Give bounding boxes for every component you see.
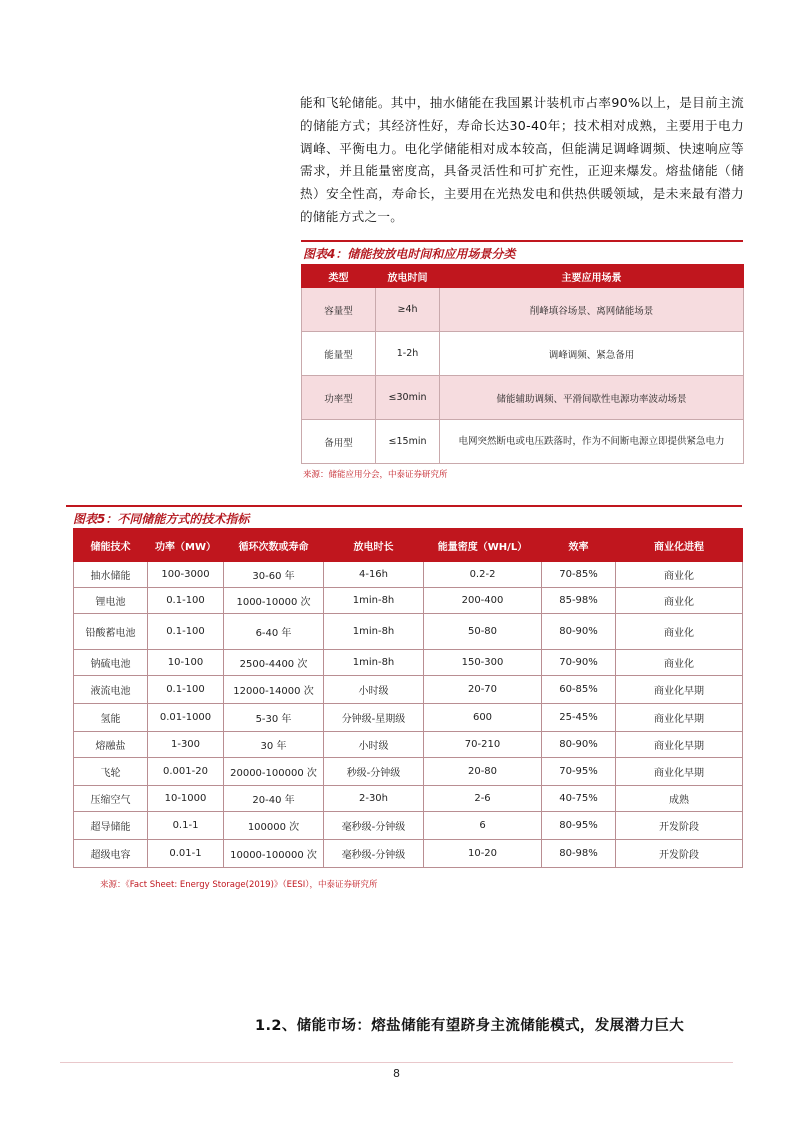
table-row [74, 588, 743, 614]
table-row [302, 376, 744, 420]
figure5-header-cell: 功率（MW） [148, 529, 224, 562]
table-cell: 1min-8h [324, 614, 424, 650]
table-cell: 备用型 [302, 420, 376, 464]
table-cell: 2-30h [324, 786, 424, 812]
table-cell: 100000 次 [224, 812, 324, 840]
table-cell: 30-60 年 [224, 562, 324, 588]
table-cell: 1min-8h [324, 588, 424, 614]
table-cell: 12000-14000 次 [224, 676, 324, 704]
table-cell: 超级电容 [74, 840, 148, 868]
table-cell: 0.001-20 [148, 758, 224, 786]
table-row [302, 332, 744, 376]
table-cell: 2-6 [424, 786, 542, 812]
table-cell: 分钟级-星期级 [324, 704, 424, 732]
table-cell: 商业化 [616, 650, 743, 676]
table-row [74, 758, 743, 786]
table-cell: 70-95% [542, 758, 616, 786]
table-cell: 压缩空气 [74, 786, 148, 812]
table-cell: 70-210 [424, 732, 542, 758]
table-cell: 锂电池 [74, 588, 148, 614]
figure5-header-cell: 商业化进程 [616, 529, 743, 562]
figure5-header-cell: 放电时长 [324, 529, 424, 562]
table-cell: ≤15min [376, 420, 440, 464]
table-cell: 毫秒级-分钟级 [324, 840, 424, 868]
table-cell: 0.1-100 [148, 676, 224, 704]
table-cell: 成熟 [616, 786, 743, 812]
table-cell: 小时级 [324, 732, 424, 758]
table-cell: 商业化早期 [616, 676, 743, 704]
table-cell: 80-95% [542, 812, 616, 840]
table-cell: 飞轮 [74, 758, 148, 786]
table-cell: 0.1-100 [148, 614, 224, 650]
page-number: 8 [393, 1067, 400, 1080]
table-row [74, 840, 743, 868]
table-cell: 小时级 [324, 676, 424, 704]
table-cell: 毫秒级-分钟级 [324, 812, 424, 840]
table-cell: 能量型 [302, 332, 376, 376]
table-cell: 商业化 [616, 588, 743, 614]
table-cell: 50-80 [424, 614, 542, 650]
table-cell: 70-85% [542, 562, 616, 588]
figure5-table [73, 528, 743, 868]
table-cell: 150-300 [424, 650, 542, 676]
table-cell: 60-85% [542, 676, 616, 704]
table-cell: 6 [424, 812, 542, 840]
table-cell: 开发阶段 [616, 840, 743, 868]
table-cell: 85-98% [542, 588, 616, 614]
table-cell: 商业化早期 [616, 732, 743, 758]
footer-divider [60, 1062, 733, 1063]
section-heading: 1.2、储能市场：熔盐储能有望跻身主流储能模式，发展潜力巨大 [255, 1018, 685, 1034]
figure4-header-cell: 主要应用场景 [440, 265, 744, 288]
table-cell: 秒级-分钟级 [324, 758, 424, 786]
table-cell: 储能辅助调频、平滑间歇性电源功率波动场景 [440, 376, 744, 420]
table-cell: 20000-100000 次 [224, 758, 324, 786]
figure5-top-rule [66, 505, 742, 507]
figure4-header-row [302, 265, 744, 288]
table-row [302, 288, 744, 332]
figure4-header-cell: 类型 [302, 265, 376, 288]
table-cell: 开发阶段 [616, 812, 743, 840]
table-cell: 氢能 [74, 704, 148, 732]
table-cell: 铅酸蓄电池 [74, 614, 148, 650]
table-cell: 抽水储能 [74, 562, 148, 588]
table-cell: 商业化 [616, 562, 743, 588]
table-cell: 商业化早期 [616, 704, 743, 732]
figure4-source: 来源：储能应用分会，中泰证券研究所 [303, 470, 448, 480]
table-cell: 70-90% [542, 650, 616, 676]
table-cell: 600 [424, 704, 542, 732]
figure5-table-body [74, 562, 743, 868]
table-cell: ≥4h [376, 288, 440, 332]
body-paragraph: 能和飞轮储能。其中，抽水储能在我国累计装机市占率90%以上，是目前主流的储能方式；其经济性好，寿命长达30-40年；技术相对成熟，主要用于电力调峰、平衡电力。电化学储能相对成本较高，但能满足调峰调频、快速响应等需求，并且能量密度高，具备灵活性和可扩充性，正迎来爆发。熔盐储能（储热）安全性高，寿命长，主要用在光热发电和供热供暖领域，是未来最有潜力的储能方式之一。 [300, 95, 744, 224]
table-cell: ≤30min [376, 376, 440, 420]
table-cell: 20-40 年 [224, 786, 324, 812]
table-cell: 10-20 [424, 840, 542, 868]
table-cell: 0.2-2 [424, 562, 542, 588]
table-cell: 熔融盐 [74, 732, 148, 758]
table-cell: 2500-4400 次 [224, 650, 324, 676]
table-cell: 4-16h [324, 562, 424, 588]
figure4-top-rule [301, 240, 743, 242]
table-row [74, 786, 743, 812]
table-cell: 1-2h [376, 332, 440, 376]
table-cell: 6-40 年 [224, 614, 324, 650]
table-row [74, 562, 743, 588]
figure5-header-cell: 能量密度（WH/L） [424, 529, 542, 562]
table-cell: 20-70 [424, 676, 542, 704]
table-cell: 调峰调频、紧急备用 [440, 332, 744, 376]
table-row [74, 732, 743, 758]
table-cell: 80-90% [542, 614, 616, 650]
table-cell: 商业化 [616, 614, 743, 650]
table-row [74, 614, 743, 650]
figure4-title: 图表4：储能按放电时间和应用场景分类 [303, 247, 516, 261]
table-cell: 1-300 [148, 732, 224, 758]
table-cell: 10-100 [148, 650, 224, 676]
table-cell: 200-400 [424, 588, 542, 614]
figure5-source: 来源：《Fact Sheet: Energy Storage(2019)》（EESI），中泰证券研究所 [100, 880, 378, 890]
table-cell: 30 年 [224, 732, 324, 758]
table-cell: 100-3000 [148, 562, 224, 588]
table-cell: 钠硫电池 [74, 650, 148, 676]
table-cell: 超导储能 [74, 812, 148, 840]
figure5-header-cell: 循环次数或寿命 [224, 529, 324, 562]
table-row [302, 420, 744, 464]
table-cell: 0.01-1 [148, 840, 224, 868]
table-cell: 10-1000 [148, 786, 224, 812]
table-cell: 0.01-1000 [148, 704, 224, 732]
table-cell: 商业化早期 [616, 758, 743, 786]
table-cell: 80-90% [542, 732, 616, 758]
table-cell: 1min-8h [324, 650, 424, 676]
table-row [74, 650, 743, 676]
table-row [74, 812, 743, 840]
table-cell: 25-45% [542, 704, 616, 732]
table-cell: 液流电池 [74, 676, 148, 704]
table-cell: 电网突然断电或电压跌落时，作为不间断电源立即提供紧急电力 [440, 420, 744, 464]
table-cell: 5-30 年 [224, 704, 324, 732]
table-cell: 0.1-100 [148, 588, 224, 614]
table-cell: 80-98% [542, 840, 616, 868]
table-cell: 40-75% [542, 786, 616, 812]
figure5-header-cell: 储能技术 [74, 529, 148, 562]
figure5-header-row [74, 529, 743, 562]
figure4-header-cell: 放电时间 [376, 265, 440, 288]
figure4-table [301, 264, 744, 464]
table-row [74, 704, 743, 732]
figure5-title: 图表5：不同储能方式的技术指标 [73, 512, 250, 526]
figure5-header-cell: 效率 [542, 529, 616, 562]
table-cell: 20-80 [424, 758, 542, 786]
table-row [74, 676, 743, 704]
table-cell: 10000-100000 次 [224, 840, 324, 868]
table-cell: 削峰填谷场景、离网储能场景 [440, 288, 744, 332]
table-cell: 容量型 [302, 288, 376, 332]
table-cell: 1000-10000 次 [224, 588, 324, 614]
table-cell: 功率型 [302, 376, 376, 420]
table-cell: 0.1-1 [148, 812, 224, 840]
